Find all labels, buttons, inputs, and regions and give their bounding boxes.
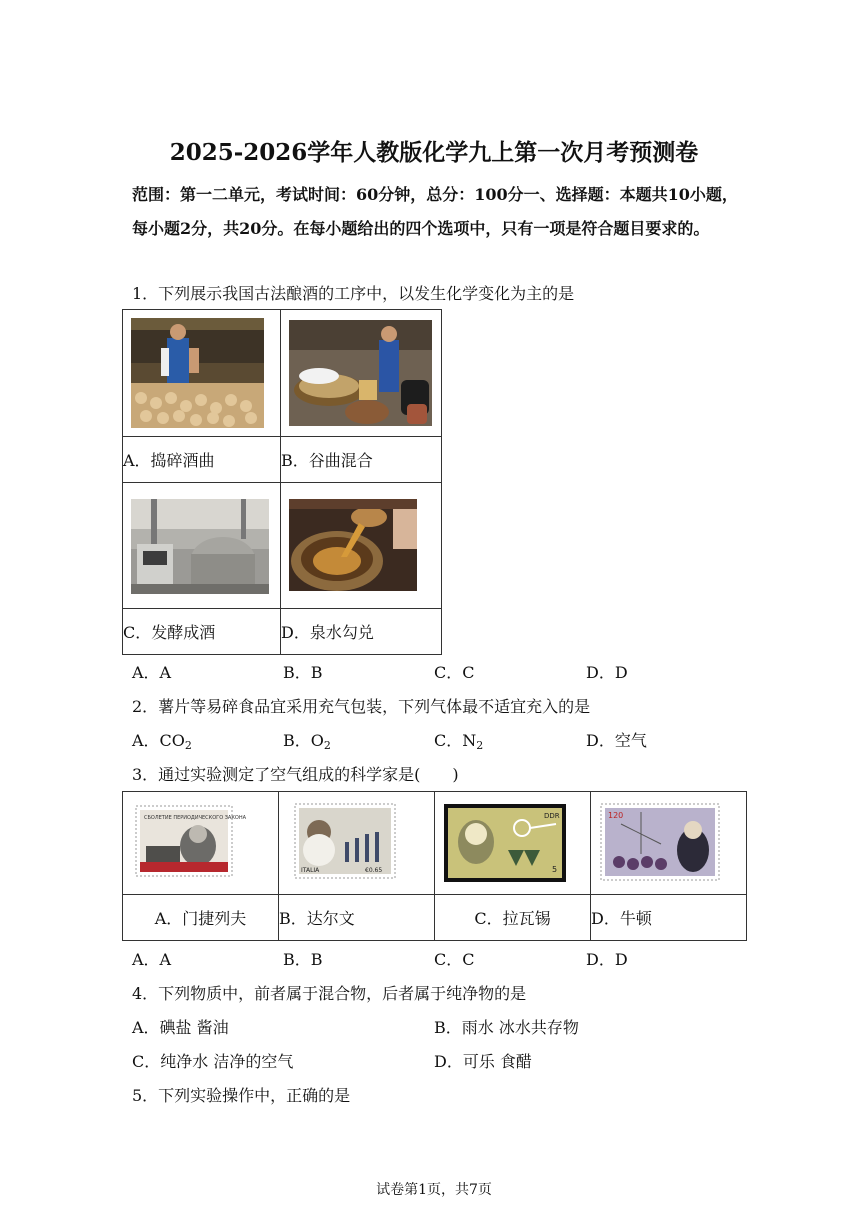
crushing-yeast-photo: [131, 318, 264, 428]
q2-option-c-subscript: 2: [476, 739, 484, 752]
fermentation-photo: [131, 499, 269, 594]
newton-stamp: [601, 804, 719, 880]
option-cell-b: B．达尔文: [279, 895, 435, 941]
mendeleev-stamp: [136, 806, 247, 876]
image-cell-b: [281, 310, 442, 437]
q3-option-d[interactable]: D．D: [586, 950, 628, 969]
q2-option-b-subscript: 2: [323, 739, 331, 752]
stamp-b-value: €0.65: [365, 867, 383, 874]
q1-option-a[interactable]: A．A: [132, 663, 172, 682]
stamp-cell-c: [435, 792, 591, 895]
option-cell-c: C．发酵成酒: [123, 609, 281, 655]
question-1-stem: 1．下列展示我国古法酿酒的工序中，以发生化学变化为主的是: [132, 284, 575, 303]
q4-option-a[interactable]: A．碘盐 酱油: [132, 1018, 229, 1037]
q4-option-c[interactable]: C．纯净水 洁净的空气: [132, 1052, 294, 1071]
option-cell-d: D．牛顿: [591, 895, 747, 941]
q2-option-a-text: A．CO: [132, 731, 185, 750]
q4-option-b[interactable]: B．雨水 冰水共存物: [434, 1018, 579, 1037]
darwin-stamp: [295, 804, 395, 878]
q2-option-c[interactable]: [434, 730, 483, 757]
option-cell-b: B．谷曲混合: [281, 437, 442, 483]
q3-option-c[interactable]: C．C: [434, 950, 475, 969]
image-cell-d: [281, 483, 442, 609]
option-cell-c: C．拉瓦锡: [435, 895, 591, 941]
stamp-cell-d: [591, 792, 747, 895]
stamp-d-value: 120: [608, 811, 624, 820]
q3-option-b[interactable]: B．B: [283, 950, 323, 969]
q3-option-a[interactable]: A．A: [132, 950, 172, 969]
lavoisier-stamp: [444, 804, 566, 882]
question-4-stem: 4．下列物质中，前者属于混合物，后者属于纯净物的是: [132, 984, 527, 1003]
page-footer: 试卷第1页，共7页: [376, 1182, 492, 1198]
question-1-image-table: [122, 309, 442, 655]
q2-option-b[interactable]: [283, 730, 331, 757]
stamp-cell-a: [123, 792, 279, 895]
q2-option-d[interactable]: D．空气: [586, 731, 647, 750]
image-cell-c: [123, 483, 281, 609]
q1-option-d[interactable]: D．D: [586, 663, 628, 682]
q1-option-b[interactable]: B．B: [283, 663, 323, 682]
question-3-stem: 3．通过实验测定了空气组成的科学家是( ): [132, 765, 459, 784]
stamp-c-country: DDR: [544, 812, 560, 820]
option-cell-d: D．泉水勾兑: [281, 609, 442, 655]
q2-option-c-text: C．N: [434, 731, 477, 750]
image-cell-a: [123, 310, 281, 437]
q2-option-b-text: B．O: [283, 731, 324, 750]
exam-instructions: 范围：第一二单元，考试时间：60分钟，总分：100分一、选择题：本题共10小题，每小题2分，共20分。在每小题给出的四个选项中，只有一项是符合题目要求的。: [132, 185, 738, 238]
stamp-a-text: СБОЛЕТИЕ ПЕРИОДИЧЕСКОГО ЗАКОНА: [144, 815, 247, 821]
exam-title: 2025-2026学年人教版化学九上第一次月考预测卷: [169, 139, 699, 166]
q1-option-c[interactable]: C．C: [434, 663, 475, 682]
mixing-grain-photo: [289, 320, 432, 426]
stamp-c-value: 5: [552, 865, 558, 874]
option-cell-a: A．门捷列夫: [123, 895, 279, 941]
question-2-stem: 2．薯片等易碎食品宜采用充气包装，下列气体最不适宜充入的是: [132, 697, 591, 716]
option-cell-a: A．捣碎酒曲: [123, 437, 281, 483]
q2-option-a[interactable]: [132, 730, 192, 757]
question-3-image-table: [122, 791, 747, 941]
q4-option-d[interactable]: D．可乐 食醋: [434, 1052, 532, 1071]
question-5-stem: 5．下列实验操作中，正确的是: [132, 1086, 351, 1105]
q2-option-a-subscript: 2: [184, 739, 192, 752]
stamp-b-country: ITALIA: [301, 867, 320, 874]
blending-water-photo: [289, 499, 417, 591]
stamp-cell-b: [279, 792, 435, 895]
